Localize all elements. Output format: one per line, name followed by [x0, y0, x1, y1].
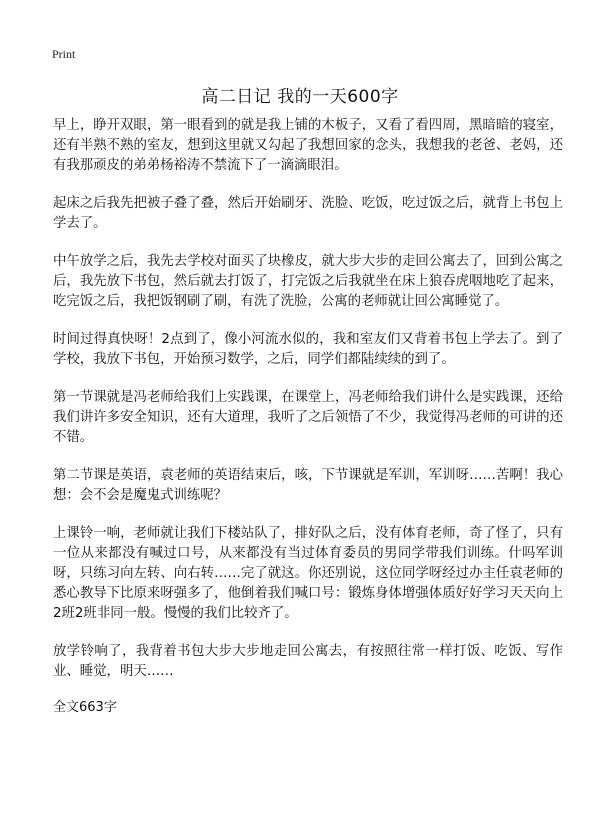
paragraph: 起床之后我先把被子叠了叠，然后开始刷牙、洗脸、吃饭，吃过饭之后，就背上书包上学去了。 [53, 196, 563, 231]
paragraph: 第一节课就是冯老师给我们上实践课，在课堂上，冯老师给我们讲什么是实践课，还给我们讲许多安全知识，还有大道理，我听了之后领悟了不少，我觉得冯老师的可讲的还不错。 [53, 390, 563, 445]
paragraph: 早上，睁开双眼，第一眼看到的就是我上铺的木板子，又看了看四周，黑暗暗的寝室，还有半熟不熟的室友，想到这里就又勾起了我想回家的念头，我想我的老爸、老妈，还有我那顽皮的弟弟杨裕涛不禁流下了一滴滴眼泪。 [53, 118, 563, 173]
paragraph: 第二节课是英语，袁老师的英语结束后，咳，下节课就是军训，军训呀……苦啊！我心想：会不会是魔鬼式训练呢？ [53, 468, 563, 503]
article-title: 高二日记 我的一天600字 [201, 87, 399, 107]
paragraph: 中午放学之后，我先去学校对面买了块橡皮，就大步大步的走回公寓去了，回到公寓之后，我先放下书包，然后就去打饭了，打完饭之后我就坐在床上狼吞虎咽地吃了起来，吃完饭之后，我把饭钢刷了刷，有洗了洗脸，公寓的老师就让回公寓睡觉了。 [53, 254, 563, 309]
paragraph: 放学铃响了，我背着书包大步大步地走回公寓去，有按照往常一样打饭、吃饭、写作业、睡觉，明天…… [53, 644, 563, 679]
word-count: 全文663字 [53, 700, 117, 715]
paragraph: 上课铃一响，老师就让我们下楼站队了，排好队之后，没有体育老师，奇了怪了，只有一位从来都没有喊过口号，从来都没有当过体育委员的男同学带我们训练。什吗军训呀，只练习向左转、向右转……完了就这。你还别说，这位同学呀经过办主任袁老师的悉心教导下比原来呀强多了，他倒着我们喊口号：锻炼身体增强体质好好学习天天向上2班2班非同一般。慢慢的我们比较齐了。 [53, 526, 563, 621]
article-body [53, 116, 563, 715]
print-link[interactable]: Print [52, 47, 76, 61]
paragraph: 时间过得真快呀！2点到了，像小河流水似的，我和室友们又背着书包上学去了。到了学校，我放下书包，开始预习数学，之后，同学们都陆续续的到了。 [53, 332, 563, 367]
